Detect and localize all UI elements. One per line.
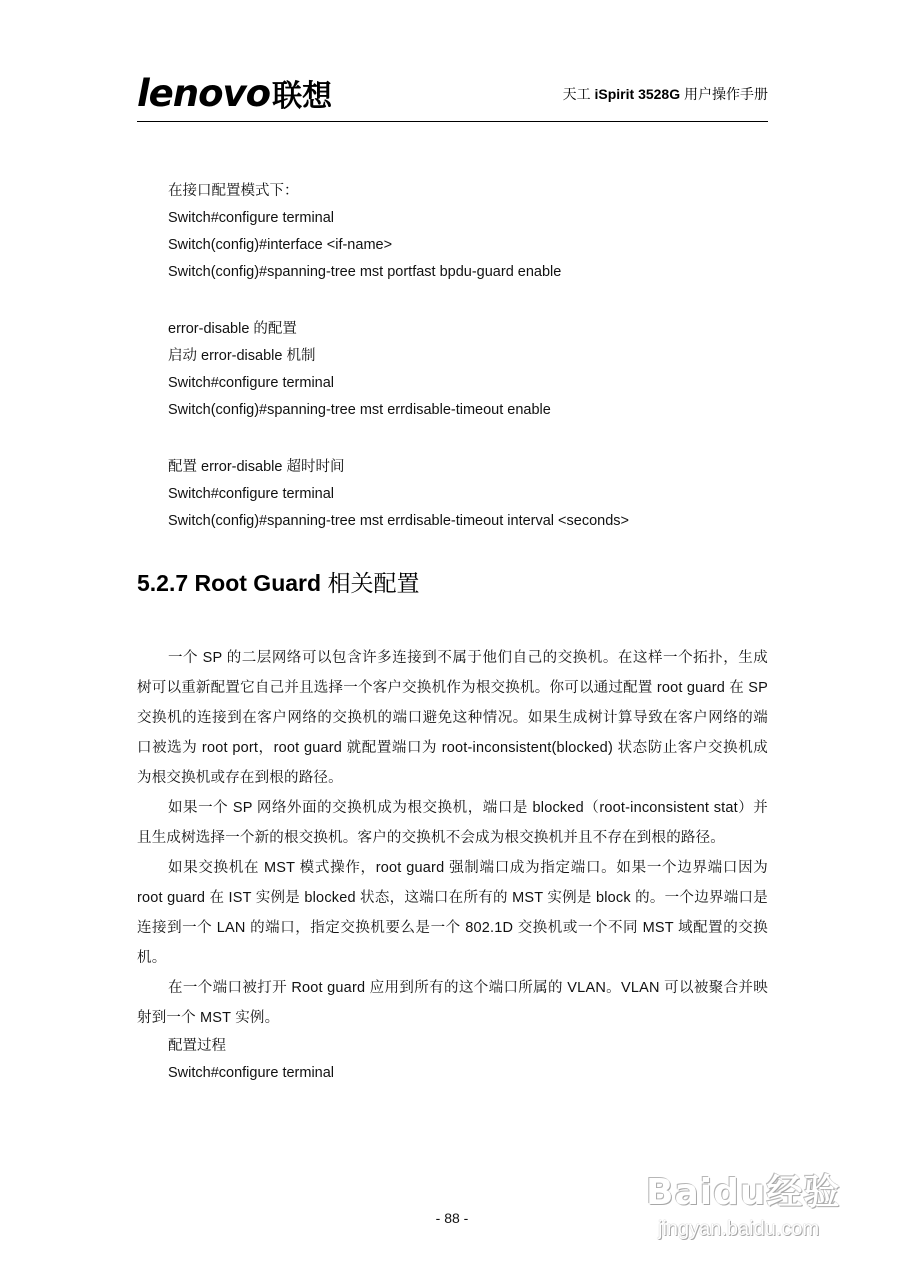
watermark-url: jingyan.baidu.com	[658, 1218, 820, 1240]
logo-text: lenovo	[137, 72, 271, 115]
text-line: 配置 error-disable 超时时间	[168, 459, 345, 475]
text-line: 在接口配置模式下：	[168, 183, 299, 199]
text-line: error-disable 的配置	[168, 321, 297, 337]
config-block-portfast	[137, 178, 768, 286]
title-model: iSpirit 3528G	[594, 86, 681, 102]
command-line: Switch(config)#spanning-tree mst portfast bpdu-guard enable	[168, 264, 562, 280]
baidu-watermark	[632, 1152, 872, 1262]
document-title	[563, 84, 768, 104]
title-prefix: 天工	[562, 86, 595, 102]
section-number-title: 5.2.7 Root Guard	[137, 570, 328, 596]
header-rule	[137, 121, 768, 122]
lenovo-logo	[137, 74, 332, 117]
title-suffix: 用户操作手册	[680, 86, 768, 102]
paragraph: 如果交换机在 MST 模式操作，root guard 强制端口成为指定端口。如果一个边界端口因为 root guard 在 IST 实例是 blocked 状态，这端口在所有的 MST 实例是 block 的。一个边界端口是连接到一个 LAN 的端口，指定交换机要么是一个 802.1D 交换机或一个不同 MST 域配置的交换机。	[137, 860, 768, 966]
command-line: Switch(config)#spanning-tree mst errdisable-timeout interval <seconds>	[168, 513, 629, 529]
command-line: Switch#configure terminal	[168, 210, 335, 226]
command-line: Switch(config)#spanning-tree mst errdisable-timeout enable	[168, 402, 551, 418]
section-heading	[137, 567, 768, 599]
section-title-cn: 相关配置	[327, 570, 420, 596]
text-line: 配置过程	[168, 1038, 226, 1054]
page-number: - 88 -	[435, 1210, 469, 1226]
logo-cn: 联想	[272, 79, 333, 114]
paragraph: 如果一个 SP 网络外面的交换机成为根交换机，端口是 blocked（root-inconsistent stat）并且生成树选择一个新的根交换机。客户的交换机不会成为根交换机并且不存在到根的路径。	[137, 800, 768, 846]
paragraph: 一个 SP 的二层网络可以包含许多连接到不属于他们自己的交换机。在这样一个拓扑，生成树可以重新配置它自己并且选择一个客户交换机作为根交换机。你可以通过配置 root guard 在 SP 交换机的连接到在客户网络的交换机的端口避免这种情况。如果生成树计算导致在客户网络的端口被选为 root port，root guard 就配置端口为 root-inconsistent(blocked) 状态防止客户交换机成为根交换机或存在到根的路径。	[137, 650, 768, 786]
config-block-errdisable	[137, 316, 768, 424]
config-block-root-guard	[137, 1033, 768, 1087]
command-line: Switch#configure terminal	[168, 486, 335, 502]
command-line: Switch#configure terminal	[168, 1065, 335, 1081]
text-line: 启动 error-disable 机制	[168, 348, 316, 364]
command-line: Switch(config)#interface <if-name>	[168, 237, 393, 253]
command-line: Switch#configure terminal	[168, 375, 335, 391]
paragraph: 在一个端口被打开 Root guard 应用到所有的这个端口所属的 VLAN。VLAN 可以被聚合并映射到一个 MST 实例。	[137, 980, 768, 1026]
page-content	[137, 178, 768, 1087]
page-header	[137, 72, 768, 124]
watermark-brand: Baidu经验	[646, 1172, 841, 1213]
config-block-timeout	[137, 454, 768, 535]
